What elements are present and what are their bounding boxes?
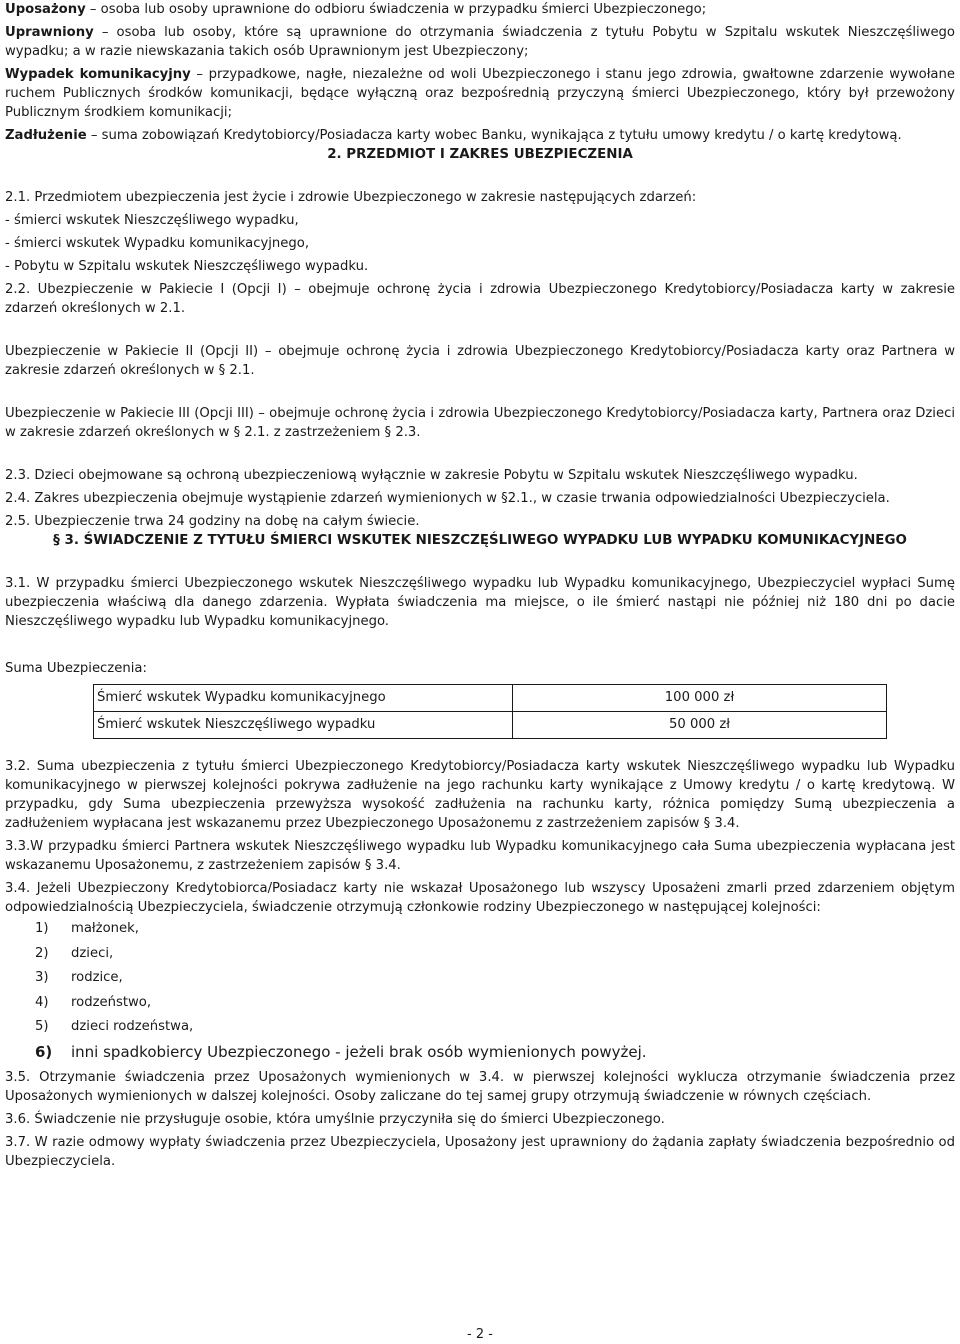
definition-term: Uposażony: [5, 2, 86, 17]
list-item-number: 3): [35, 970, 49, 985]
definition-text: – przypadkowe, nagłe, niezależne od woli Ubezpieczonego i stanu jego zdrowia, gwałtowne zdarzenie wywołane ruchem Publicznych środków komunikacji, będące wyłączną oraz bezpośrednią przyczyną śmierci Ubezpieczonego, który był przewożony Publicznym środkiem komunikacji;: [5, 67, 955, 120]
paragraph-3-1: 3.1. W przypadku śmierci Ubezpieczonego wskutek Nieszczęśliwego wypadku lub Wypadku komunikacyjnego, Ubezpieczyciel wypłaci Sumę ubezpieczenia właściwą dla danego zdarzenia. Wypłata świadczenia ma miejsce, o ile śmierć nastąpi nie później niż 180 dni po dacie Nieszczęśliwego wypadku lub Wypadku komunikacyjnego.: [5, 576, 955, 629]
list-item: [35, 966, 955, 991]
family-order-list: [35, 917, 955, 1064]
definition-text: – suma zobowiązań Kredytobiorcy/Posiadacza karty wobec Banku, wynikająca z tytułu umowy kredytu / o kartę kredytową.: [86, 128, 902, 143]
list-item-number: 5): [35, 1019, 49, 1034]
definition-uprawniony: [5, 23, 955, 61]
list-item-text: dzieci,: [71, 945, 114, 961]
paragraph-3-4: 3.4. Jeżeli Ubezpieczony Kredytobiorca/Posiadacz karty nie wskazał Uposażonego lub wszyscy Uposażeni zmarli przed zdarzeniem objętym odpowiedzialnością Ubezpieczyciela, świadczenie otrzymują członkowie rodziny Ubezpieczonego w następującej kolejności:: [5, 881, 955, 915]
event-item: - śmierci wskutek Wypadku komunikacyjnego,: [5, 236, 310, 251]
definition-uposazony: [5, 0, 955, 19]
definition-text: – osoba lub osoby, które są uprawnione do otrzymania świadczenia z tytułu Pobytu w Szpitalu wskutek Nieszczęśliwego wypadku; a w razie niewskazania takich osób Uprawnionym jest Ubezpieczony;: [5, 25, 955, 59]
list-item-number: 2): [35, 945, 49, 961]
list-item: [35, 917, 955, 942]
list-item: [35, 942, 955, 967]
paragraph-2-4: 2.4. Zakres ubezpieczenia obejmuje wystąpienie zdarzeń wymienionych w §2.1., w czasie trwania odpowiedzialności Ubezpieczyciela.: [5, 491, 890, 506]
list-item-text: rodzice,: [71, 970, 123, 985]
paragraph-3-3: 3.3.W przypadku śmierci Partnera wskutek Nieszczęśliwego wypadku lub Wypadku komunikacyjnego cała Suma ubezpieczenia wypłacana jest wskazanemu Uposażonemu, z zastrzeżeniem zapisów § 3.4.: [5, 839, 955, 873]
table-row: [94, 685, 887, 712]
paragraph-3-5: 3.5. Otrzymanie świadczenia przez Uposażonych wymienionych w 3.4. w pierwszej kolejności wyklucza otrzymanie świadczenia przez Uposażonych wymienionych w dalszej kolejności. Osoby zaliczane do tej samej grupy otrzymują świadczenie w równych częściach.: [5, 1070, 955, 1104]
sum-table-value-cell: 50 000 zł: [513, 712, 887, 739]
sum-table-name-cell: Śmierć wskutek Wypadku komunikacyjnego: [94, 685, 513, 712]
page-number: - 2 -: [467, 1327, 493, 1342]
event-item: - śmierci wskutek Nieszczęśliwego wypadku,: [5, 213, 299, 228]
list-item: [35, 1040, 955, 1065]
paragraph-2-5: 2.5. Ubezpieczenie trwa 24 godziny na dobę na całym świecie.: [5, 514, 420, 529]
definition-text: – osoba lub osoby uprawnione do odbioru świadczenia w przypadku śmierci Ubezpieczonego;: [85, 2, 707, 17]
list-item-number: 6): [35, 1042, 53, 1061]
section-3-heading: § 3. ŚWIADCZENIE Z TYTUŁU ŚMIERCI WSKUTEK NIESZCZĘŚLIWEGO WYPADKU LUB WYPADKU KOMUNIKACYJNEGO: [53, 533, 907, 548]
list-item-number: 1): [35, 921, 49, 936]
sum-table-name-cell: Śmierć wskutek Nieszczęśliwego wypadku: [94, 712, 513, 739]
paragraph-3-2: 3.2. Suma ubezpieczenia z tytułu śmierci Ubezpieczonego Kredytobiorcy/Posiadacza karty wskutek Nieszczęśliwego wypadku lub Wypadku komunikacyjnego w pierwszej kolejności pokrywa zadłużenie na jego rachunku karty wynikające z Umowy kredytu / o kartę kredytową. W przypadku, gdy Suma ubezpieczenia przewyższa wysokość zadłużenia na rachunku karty, różnica pomiędzy Sumą ubezpieczenia a zadłużeniem wypłacana jest wskazanemu przez Ubezpieczonego Uposażonemu z zastrzeżeniem zapisów § 3.4.: [5, 759, 955, 831]
list-item-text: dzieci rodzeństwa,: [71, 1019, 194, 1034]
definition-wypadek-komunikacyjny: [5, 65, 955, 122]
paragraph-3-7: 3.7. W razie odmowy wypłaty świadczenia przez Ubezpieczyciela, Uposażony jest uprawniony do żądania zapłaty świadczenia bezpośrednio od Ubezpieczyciela.: [5, 1135, 955, 1169]
paragraph-2-2: 2.2. Ubezpieczenie w Pakiecie I (Opcji I) – obejmuje ochronę życia i zdrowia Ubezpieczonego Kredytobiorcy/Posiadacza karty w zakresie zdarzeń określonych w 2.1.: [5, 282, 955, 316]
table-row: [94, 712, 887, 739]
paragraph-2-1: 2.1. Przedmiotem ubezpieczenia jest życie i zdrowie Ubezpieczonego w zakresie następujących zdarzeń:: [5, 190, 697, 205]
sum-label: Suma Ubezpieczenia:: [5, 661, 147, 676]
section-2-heading: 2. PRZEDMIOT I ZAKRES UBEZPIECZENIA: [327, 147, 633, 162]
definition-term: Zadłużenie: [5, 128, 87, 143]
list-item: [35, 1015, 955, 1040]
list-item-text: inni spadkobiercy Ubezpieczonego - jeżeli brak osób wymienionych powyżej.: [71, 1042, 647, 1061]
paragraph-3-6: 3.6. Świadczenie nie przysługuje osobie, która umyślnie przyczyniła się do śmierci Ubezpieczonego.: [5, 1112, 665, 1127]
paragraph-2-3: 2.3. Dzieci obejmowane są ochroną ubezpieczeniową wyłącznie w zakresie Pobytu w Szpitalu wskutek Nieszczęśliwego wypadku.: [5, 468, 858, 483]
definition-term: Wypadek komunikacyjny: [5, 67, 191, 82]
definition-zadluzenie: [5, 126, 955, 145]
list-item-text: rodzeństwo,: [71, 994, 152, 1010]
paragraph-pakiet-2: Ubezpieczenie w Pakiecie II (Opcji II) – obejmuje ochronę życia i zdrowia Ubezpieczonego Kredytobiorcy/Posiadacza karty oraz Partnera w zakresie zdarzeń określonych w § 2.1.: [5, 344, 955, 378]
event-item: - Pobytu w Szpitalu wskutek Nieszczęśliwego wypadku.: [5, 259, 369, 274]
list-item: [35, 991, 955, 1016]
sum-table-value-cell: 100 000 zł: [513, 685, 887, 712]
sum-table: [93, 684, 887, 739]
list-item-number: 4): [35, 994, 49, 1010]
list-item-text: małżonek,: [71, 921, 139, 936]
paragraph-pakiet-3: Ubezpieczenie w Pakiecie III (Opcji III) – obejmuje ochronę życia i zdrowia Ubezpieczonego Kredytobiorcy/Posiadacza karty, Partnera oraz Dzieci w zakresie zdarzeń określonych w § 2.1. z zastrzeżeniem § 2.3.: [5, 406, 955, 440]
definition-term: Uprawniony: [5, 25, 94, 40]
